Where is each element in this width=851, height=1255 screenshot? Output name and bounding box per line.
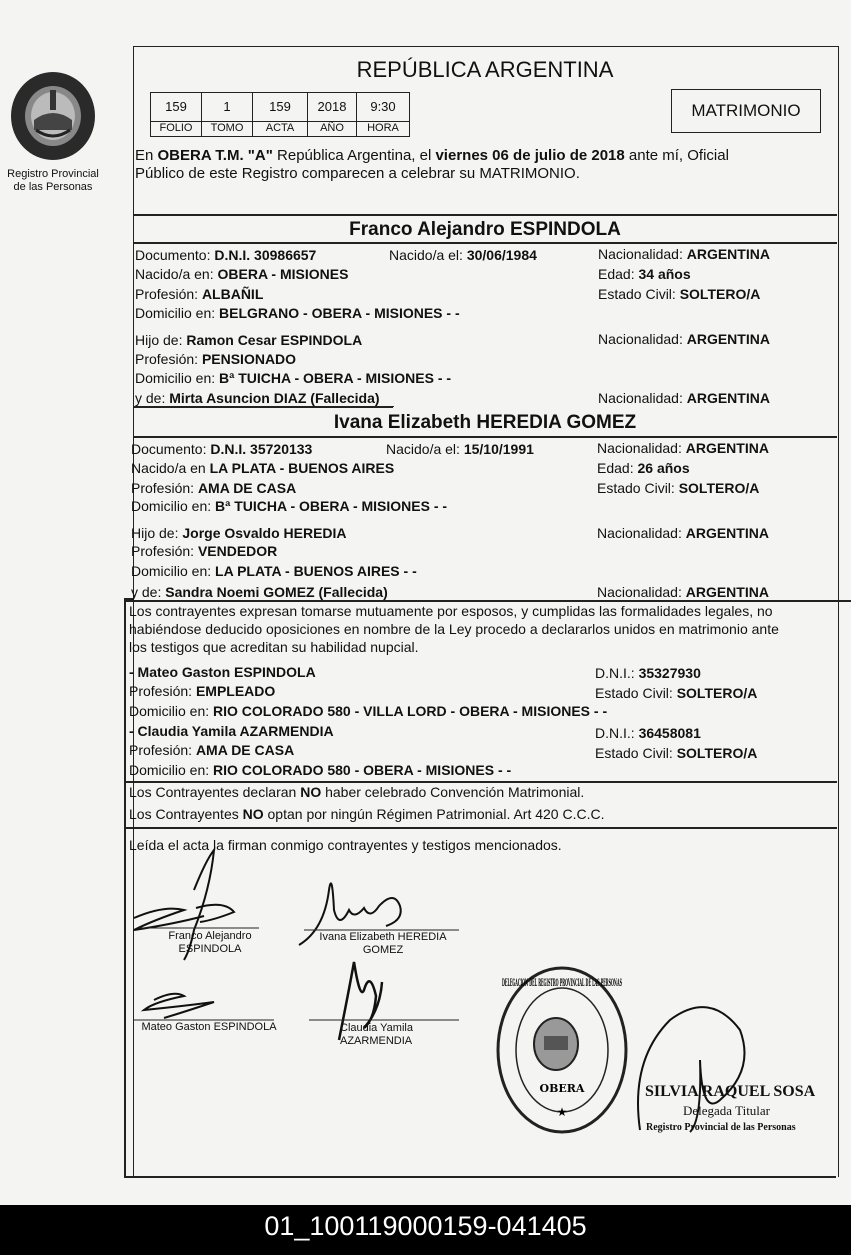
stamp-ring-text: DELEGACION DEL REGISTRO PROVINCIAL DE LAS PERSONAS (502, 978, 622, 989)
groom-mother: y de: Mirta Asuncion DIAZ (Fallecida) (135, 390, 380, 406)
bride-father-profession: Profesión: VENDEDOR (131, 543, 278, 559)
witness-2-civil-status: Estado Civil: SOLTERO/A (595, 745, 758, 761)
bride-name: Ivana Elizabeth HEREDIA GOMEZ (333, 412, 637, 433)
convention-2: Los Contrayentes NO optan por ningún Régimen Patrimonial. Art 420 C.C.C. (129, 806, 605, 822)
hora-label: HORA (356, 121, 410, 137)
provincia-misiones-seal-icon (6, 68, 100, 166)
groom-father-profession: Profesión: PENSIONADO (135, 351, 297, 367)
declaration-line-3: los testigos que acreditan su habilidad nupcial. (129, 639, 419, 655)
signature-caption-groom: Franco Alejandro ESPINDOLA (168, 930, 252, 955)
acta-label: ACTA (252, 121, 308, 137)
groom-father: Hijo de: Ramon Cesar ESPINDOLA (135, 332, 363, 348)
bride-birthdate: Nacido/a el: 15/10/1991 (386, 441, 534, 457)
groom-age: Edad: 34 años (598, 266, 691, 282)
witness-1-address: Domicilio en: RIO COLORADO 580 - VILLA LORD - OBERA - MISIONES - - (129, 703, 608, 719)
registry-office-stamp (494, 964, 630, 1136)
witness-2-name: - Claudia Yamila AZARMENDIA (129, 723, 334, 739)
bride-profession: Profesión: AMA DE CASA (131, 480, 297, 496)
official-signature (630, 1000, 760, 1140)
groom-civil-status: Estado Civil: SOLTERO/A (598, 286, 761, 302)
official-name: SILVIA RAQUEL SOSA (645, 1083, 816, 1100)
groom-address: Domicilio en: BELGRANO - OBERA - MISIONES - - (135, 305, 460, 321)
doc-type-box: MATRIMONIO (671, 89, 821, 133)
bride-civil-status: Estado Civil: SOLTERO/A (597, 480, 760, 496)
anio-label: AÑO (307, 121, 357, 137)
bride-address: Domicilio en: Bª TUICHA - OBERA - MISIONES - - (131, 498, 448, 514)
bride-father: Hijo de: Jorge Osvaldo HEREDIA (131, 525, 347, 541)
page-title: REPÚBLICA ARGENTINA (356, 57, 614, 82)
seal-caption: Registro Provincial de las Personas (7, 168, 99, 193)
bride-father-nationality: Nacionalidad: ARGENTINA (597, 525, 769, 541)
intro-line-2: Público de este Registro comparecen a celebrar su MATRIMONIO. (135, 165, 580, 182)
signature-caption-bride: Ivana Elizabeth HEREDIA GOMEZ (319, 931, 447, 956)
bride-mother-nationality: Nacionalidad: ARGENTINA (597, 584, 769, 600)
witness-1-profession: Profesión: EMPLEADO (129, 683, 276, 699)
anio-value: 2018 (307, 92, 357, 122)
official-org: Registro Provincial de las Personas (646, 1122, 796, 1133)
groom-nationality: Nacionalidad: ARGENTINA (598, 246, 770, 262)
signature-caption-witness-2: Claudia Yamila AZARMENDIA (340, 1022, 413, 1047)
document-id-footer: 01_100119000159-041405 (0, 1205, 851, 1255)
groom-document: Documento: D.N.I. 30986657 (135, 247, 317, 263)
groom-profession: Profesión: ALBAÑIL (135, 286, 264, 302)
bride-nationality: Nacionalidad: ARGENTINA (597, 440, 769, 456)
convention-1: Los Contrayentes declaran NO haber celebrado Convención Matrimonial. (129, 784, 585, 800)
bride-document: Documento: D.N.I. 35720133 (131, 441, 313, 457)
declaration-line-2: habiéndose deducido oposiciones en nombre de la Ley procedo a declararlos unidos en matrimonio ante (129, 621, 779, 637)
stamp-center-text: OBERA (539, 1082, 585, 1095)
official-role: Delegada Titular (683, 1103, 771, 1118)
bride-birthplace: Nacido/a en LA PLATA - BUENOS AIRES (131, 460, 395, 476)
tomo-value: 1 (201, 92, 253, 122)
bride-mother: y de: Sandra Noemi GOMEZ (Fallecida) (131, 584, 388, 600)
star-icon: ★ (556, 1105, 568, 1119)
folio-label: FOLIO (150, 121, 202, 137)
witness-1-dni: D.N.I.: 35327930 (595, 665, 701, 681)
acta-value: 159 (252, 92, 308, 122)
declaration-line-1: Los contrayentes expresan tomarse mutuamente por esposos, y cumplidas las formalidades legales, no (129, 603, 773, 619)
bride-age: Edad: 26 años (597, 460, 690, 476)
groom-name: Franco Alejandro ESPINDOLA (349, 219, 621, 240)
groom-mother-nationality: Nacionalidad: ARGENTINA (598, 390, 770, 406)
groom-father-address: Domicilio en: Bª TUICHA - OBERA - MISIONES - - (135, 370, 452, 386)
bride-father-address: Domicilio en: LA PLATA - BUENOS AIRES - - (131, 563, 417, 579)
groom-father-nationality: Nacionalidad: ARGENTINA (598, 331, 770, 347)
witness-1-name: - Mateo Gaston ESPINDOLA (129, 664, 316, 680)
hora-value: 9:30 (356, 92, 410, 122)
witness-2-dni: D.N.I.: 36458081 (595, 725, 701, 741)
provincia-misiones-seal (6, 68, 100, 166)
tomo-label: TOMO (201, 121, 253, 137)
witness-2-address: Domicilio en: RIO COLORADO 580 - OBERA - MISIONES - - (129, 762, 512, 778)
witness-2-profession: Profesión: AMA DE CASA (129, 742, 295, 758)
groom-birthdate: Nacido/a el: 30/06/1984 (389, 247, 537, 263)
folio-value: 159 (150, 92, 202, 122)
witness-1-civil-status: Estado Civil: SOLTERO/A (595, 685, 758, 701)
intro-line-1: En OBERA T.M. "A" República Argentina, el viernes 06 de julio de 2018 ante mí, Oficial (135, 147, 729, 164)
witness-1-signature (144, 994, 214, 1018)
closing-statement: Leída el acta la firman conmigo contrayentes y testigos mencionados. (129, 837, 562, 853)
signature-caption-witness-1: Mateo Gaston ESPINDOLA (141, 1021, 277, 1033)
groom-birthplace: Nacido/a en: OBERA - MISIONES (135, 266, 349, 282)
